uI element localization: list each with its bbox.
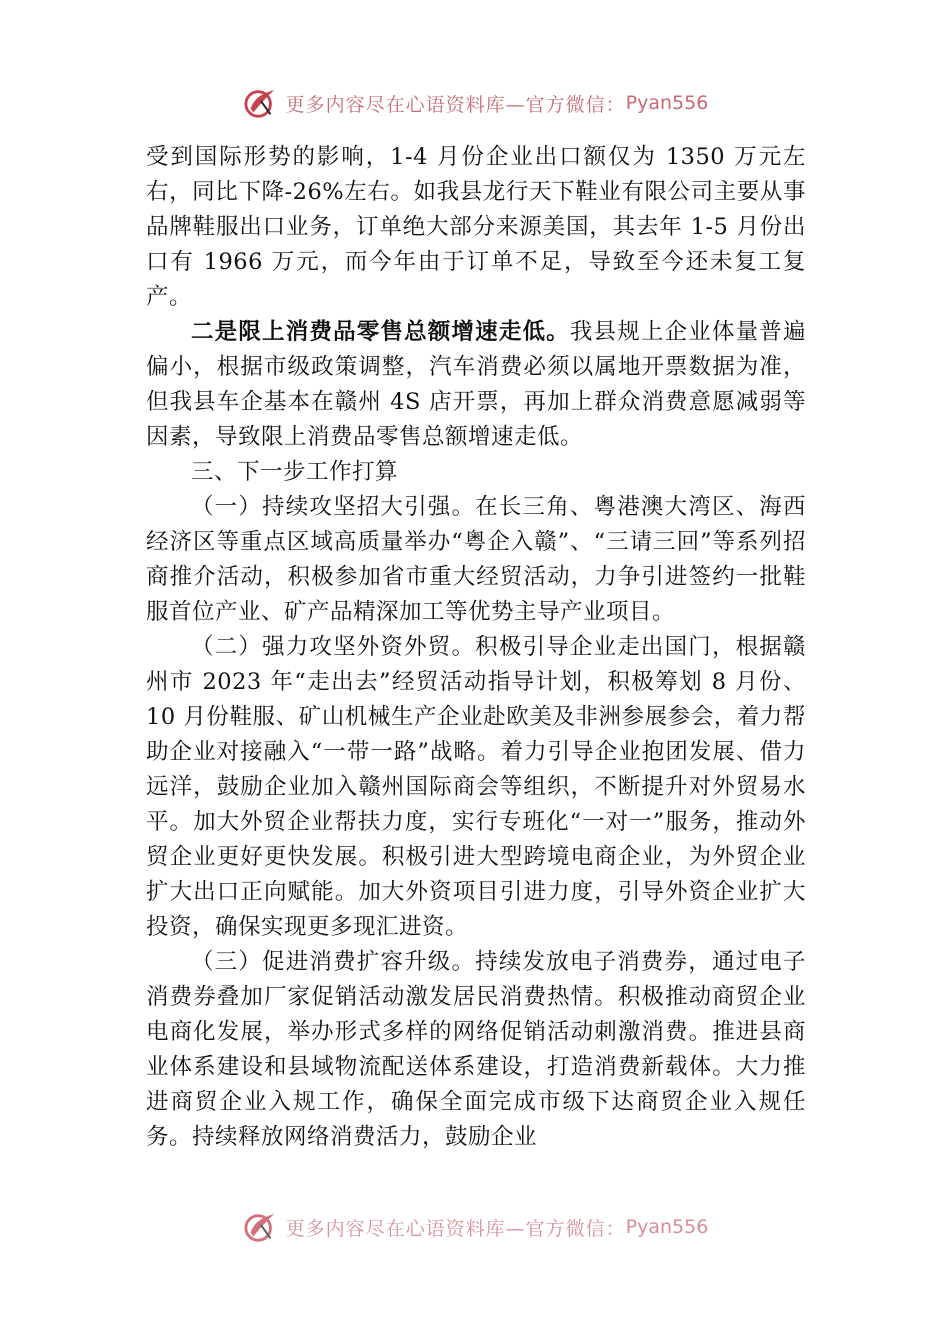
watermark-header [0, 86, 950, 120]
document-body [146, 140, 806, 1155]
paragraph-export-impact: 受到国际形势的影响，1-4 月份企业出口额仅为 1350 万元左右，同比下降-26%左右。如我县龙行天下鞋业有限公司主要从事品牌鞋服出口业务，订单绝大部分来源美国，其去年 1-5 月份出口有 1966 万元，而今年由于订单不足，导致至今还未复工复产。 [146, 144, 806, 310]
paragraph-retail-sales-text: 我县规上企业体量普遍偏小，根据市级政策调整，汽车消费必须以属地开票数据为准，但我县车企基本在赣州 4S 店开票，再加上群众消费意愿减弱等因素，导致限上消费品零售总额增速走低。 [146, 319, 806, 450]
watermark-text: 更多内容尽在心语资料库—官方微信： [285, 1217, 626, 1240]
brand-logo-icon [242, 1210, 280, 1244]
brand-logo-icon [242, 86, 280, 120]
paragraph-investment: （一）持续攻坚招大引强。在长三角、粤港澳大湾区、海西经济区等重点区域高质量举办“粤企入赣”、“三请三回”等系列招商推介活动，积极参加省市重大经贸活动，力争引进签约一批鞋服首位产业、矿产品精深加工等优势主导产业项目。 [146, 494, 806, 625]
watermark-id: Pyan556 [625, 92, 709, 114]
watermark-id: Pyan556 [625, 1216, 709, 1238]
watermark-text: 更多内容尽在心语资料库—官方微信： [285, 93, 626, 116]
paragraph-foreign-trade: （二）强力攻坚外资外贸。积极引导企业走出国门，根据赣州市 2023 年“走出去”经贸活动指导计划，积极筹划 8 月份、10 月份鞋服、矿山机械生产企业赴欧美及非洲参展参会，着力帮助企业对接融入“一带一路”战略。着力引导企业抱团发展、借力远洋，鼓励企业加入赣州国际商会等组织，不断提升对外贸易水平。加大外贸企业帮扶力度，实行专班化“一对一”服务，推动外贸企业更好更快发展。积极引进大型跨境电商企业，为外贸企业扩大出口正向赋能。加大外资项目引进力度，引导外资企业扩大投资，确保实现更多现汇进资。 [146, 634, 806, 940]
watermark-footer [0, 1210, 950, 1244]
paragraph-retail-sales [146, 315, 806, 455]
paragraph-consumption: （三）促进消费扩容升级。持续发放电子消费券，通过电子消费券叠加厂家促销活动激发居民消费热情。积极推动商贸企业电商化发展，举办形式多样的网络促销活动刺激消费。推进县商业体系建设和县域物流配送体系建设，打造消费新载体。大力推进商贸企业入规工作，确保全面完成市级下达商贸企业入规任务。持续释放网络消费活力，鼓励企业 [146, 949, 806, 1150]
paragraph-lead-bold: 二是限上消费品零售总额增速走低。 [191, 319, 570, 345]
section-heading-next-steps: 三、下一步工作打算 [191, 459, 399, 485]
